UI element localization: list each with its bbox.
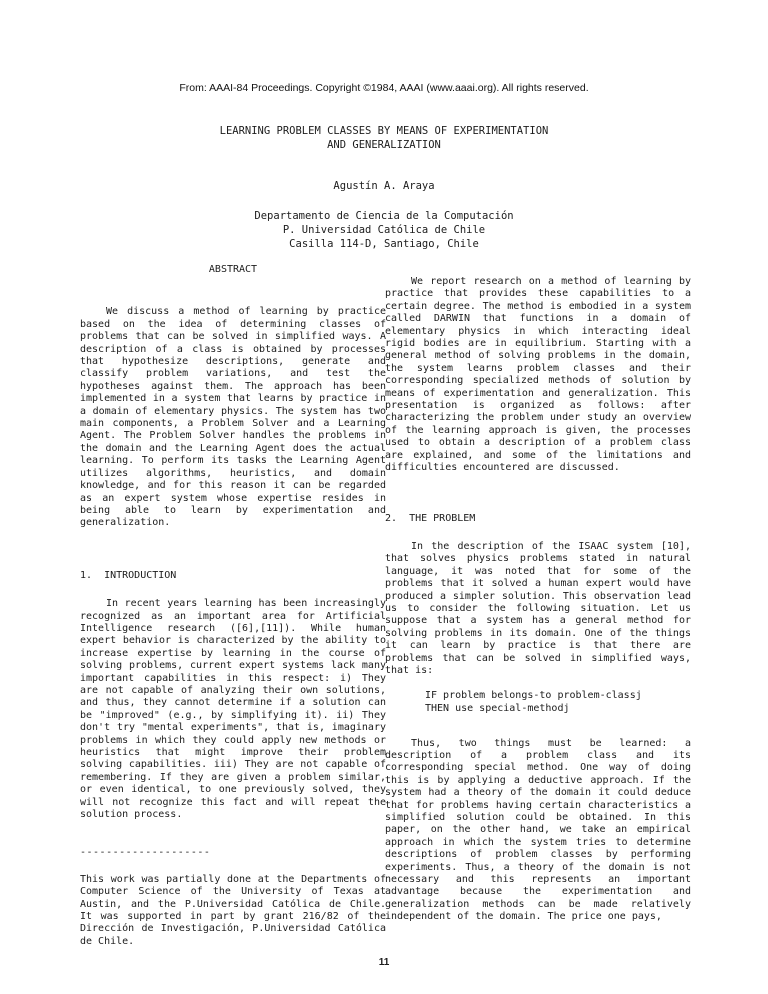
page-number: 11 bbox=[378, 957, 390, 968]
title-line-2: AND GENERALIZATION bbox=[327, 139, 441, 151]
affiliation-line-3: Casilla 114-D, Santiago, Chile bbox=[289, 238, 479, 250]
rule-line-if: IF problem belongs-to problem-classj bbox=[425, 690, 642, 702]
paper-title bbox=[0, 124, 768, 152]
right-intro-text: We report research on a method of learning by practice that provides these capabilities to a certain degree. The method is embodied in a system called DARWIN that functions in a domain of elementary physics in which interacting ideal rigid bodies are in equilibrium. Starting with a general method of solving problems in the domain, the system learns problem classes and their corresponding specialized methods of solution by means of experimentation and generalization. This presentation is organized as follows: after characterizing the problem under study an overview of the learning approach is given, the processes used to obtain a description of a problem class are explained, and some of the limitations and difficulties encountered are discussed. bbox=[385, 276, 691, 474]
rule-block bbox=[385, 690, 691, 715]
title-line-1: LEARNING PROBLEM CLASSES BY MEANS OF EXPERIMENTATION bbox=[219, 125, 549, 137]
copyright-notice: From: AAAI-84 Proceedings. Copyright ©1984, AAAI (www.aaai.org). All rights reserved. bbox=[179, 82, 589, 94]
abstract-heading: ABSTRACT bbox=[208, 264, 258, 275]
rule-line-then: THEN use special-methodj bbox=[425, 702, 570, 714]
affiliation bbox=[0, 209, 768, 251]
introduction-heading: 1. INTRODUCTION bbox=[80, 569, 177, 581]
affiliation-line-2: P. Universidad Católica de Chile bbox=[282, 224, 486, 236]
introduction-text: In recent years learning has been increasingly recognized as an important area for Artificial Intelligence research ([6],[11]). While human expert behavior is characterized by the ability to increase expertise by learning in the course of solving problems, current expert systems lack many important capabilities in this respect: i) They are not capable of analyzing their own solutions, and thus, they cannot determine if a solution can be "improved" (e.g., by simplifying it). ii) They don't try "mental experiments", that is, imaginary problems in which they could apply new methods or heuristics that might improve their problem solving capabilities. iii) They are not capable of remembering. If they are given a problem similar, or even identical, to one previously solved, they will not recognize this fact and will repeat the solution process. bbox=[80, 598, 386, 821]
problem-heading: 2. THE PROBLEM bbox=[385, 512, 476, 524]
right-column bbox=[385, 264, 691, 924]
problem-text-continued: Thus, two things must be learned: a description of a problem class and its corresponding special method. One way of doing this is by applying a deductive approach. If the system had a theory of the domain it could deduce that for problems having certain characteristics a simplified solution could be obtained. In this paper, on the other hand, we take an empirical approach in which the system tries to determine descriptions of problem classes by performing experiments. Thus, a theory of the domain is not necessary and this represents an important advantage because the experimentation and generalization methods can be made relatively independent of the domain. The price one pays, bbox=[385, 737, 691, 923]
footnote-rule: -------------------- bbox=[80, 847, 211, 859]
footnote-text: This work was partially done at the Departments of Computer Science of the University of Texas at Austin, and the P.Universidad Católica de Chile. It was supported in part by grant 216/82 of the Dirección de Investigación, P.Universidad Católica de Chile. bbox=[80, 873, 386, 947]
affiliation-line-1: Departamento de Ciencia de la Computación bbox=[254, 210, 514, 222]
problem-text: In the description of the ISAAC system [10], that solves physics problems stated in natural language, it was noted that for some of the problems that it solved a human expert would have produced a simpler solution. This observation lead us to consider the following situation. Let us suppose that a system has a general method for solving problems in its domain. One of the things it can learn by practice is that there are problems that can be solved in simplified ways, that is: bbox=[385, 540, 691, 676]
left-column bbox=[80, 264, 386, 948]
abstract-text: We discuss a method of learning by practice based on the idea of determining classes of problems that can be solved in simplified ways. A description of a class is obtained by processes that hypothesize descriptions, generate and classify problem variations, and test the hypotheses against them. The approach has been implemented in a system that learns by practice in a domain of elementary physics. The system has two main components, a Problem Solver and a Learning Agent. The Problem Solver handles the problems in the domain and the Learning Agent does the actual learning. To perform its tasks the Learning Agent utilizes algorithms, heuristics, and domain knowledge, and for this reason it can be regarded as an expert system whose expertise resides in being able to learn by experimentation and generalization. bbox=[80, 306, 386, 529]
author-name: Agustín A. Araya bbox=[333, 180, 435, 192]
